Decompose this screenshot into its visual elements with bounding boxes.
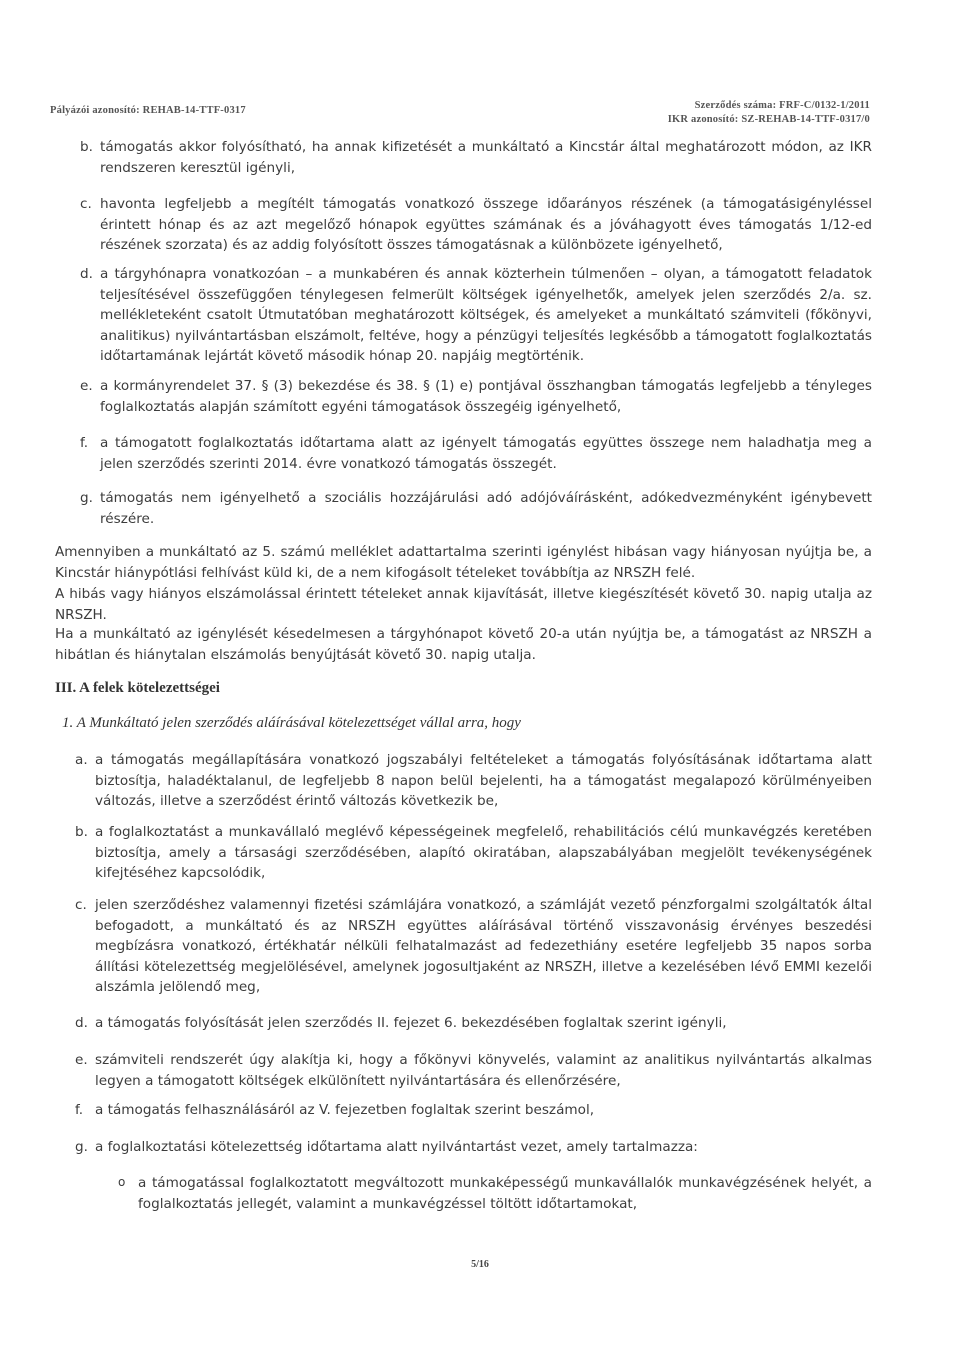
list-item-label: a. (75, 752, 88, 768)
list-item (80, 488, 872, 529)
list-item-label: d. (75, 1015, 88, 1031)
list-item-text: a támogatás megállapítására vonatkozó jogszabályi feltételeket a támogatás folyósításának időtartama alatt biztosítja, haladéktalanul, de legfeljebb 8 napon belül bejelenti, ha a támogatást megalapozó körülményeiben változás, illetve a szerződést érintő változás következik be, (95, 752, 872, 809)
list-item-label: b. (80, 139, 93, 155)
list-item-label: d. (80, 266, 93, 282)
list-item (80, 264, 872, 367)
list-item (75, 1137, 872, 1158)
list-item (75, 822, 872, 884)
section-subtitle: 1. A Munkáltató jelen szerződés aláírásával kötelezettséget vállal arra, hogy (62, 715, 521, 731)
list-item-label: f. (80, 435, 89, 451)
list-item-text: havonta legfeljebb a megítélt támogatás vonatkozó összege időarányos részének (a támogatásigényléssel érintett hónap és az azt megelőző hónapok együttes számának és a jóváhagyott éves támogatás 1/12-ed részének szorzata) és az addig folyósított összes támogatásnak a különbözete igényelhető, (100, 196, 872, 253)
list-item-label: c. (75, 897, 87, 913)
list-item-text: a tárgyhónapra vonatkozóan – a munkabéren és annak közterhein túlmenően – olyan, a támogatott feladatok teljesítésével összefüggően ténylegesen felmerült költségek igényelhetők, amelyek jelen szerződés 2/a. sz. mellékleteként csatolt Útmutatóban meghatározott költségek, és amelyeket a munkáltató számviteli (főkönyvi, analitikus) nyilvántartásban elszámolt, feltéve, hogy a pénzügyi teljesítés legkésőbb a támogatott foglalkoztatás időtartamának lejártát követő második hónap 20. napjáig megtörténik. (100, 266, 872, 364)
list-item-label: e. (75, 1052, 88, 1068)
list-item (80, 376, 872, 417)
list-item-text: a kormányrendelet 37. § (3) bekezdése és 38. § (1) e) pontjával összhangban támogatás legfeljebb a tényleges foglalkoztatás alapján számított egyéni támogatások összegéig igényelhető, (100, 378, 872, 415)
header-contract-ids (668, 99, 870, 127)
list-item-text: jelen szerződéshez valamennyi fizetési számlájára vonatkozó, a számláját vezető pénzforgalmi szolgáltatók által befogadott, a munkáltató és az NRSZH együttes aláírásával történő visszavonásig érvényes beszedési megbízásra vonatkozó, értékhatár nélküli felhatalmazást ad fedezethiány esetére legfeljebb 35 napos sorba állítási kötelezettség megjelölésével, amelynek jogosultjaként az NRSZH, illetve a kezelésében lévő EMMI kezelői alszámla jelölendő meg, (95, 897, 872, 995)
list-item (75, 895, 872, 998)
list-item-label: f. (75, 1102, 84, 1118)
list-item-text: a támogatás folyósítását jelen szerződés II. fejezet 6. bekezdésében foglaltak szerint igényli, (95, 1015, 727, 1031)
list-item-text: számviteli rendszerét úgy alakítja ki, hogy a főkönyvi könyvelés, valamint az analitikus nyilvántartás alkalmas legyen a támogatott költségek elkülönített nyilvántartására és ellenőrzésére, (95, 1052, 872, 1089)
bullet-item (118, 1173, 872, 1214)
list-item-text: támogatás nem igényelhető a szociális hozzájárulási adó adójóváírásként, adókedvezményként igénybevett részére. (100, 490, 872, 527)
list-item (75, 750, 872, 812)
list-item-text: a foglalkoztatást a munkavállaló meglévő képességeinek megfelelő, rehabilitációs célú munkavégzés keretében biztosítja, amely a társasági szerződésében, alapító okiratában, alapszabályában megjelölt tevékenységének kifejtéséhez kapcsolódik, (95, 824, 872, 881)
page-number: 5/16 (471, 1259, 489, 1270)
list-item-label: c. (80, 196, 92, 212)
list-item-text: a támogatás felhasználásáról az V. fejezetben foglaltak szerint beszámol, (95, 1102, 595, 1118)
header-contract-number: Szerződés száma: FRF-C/0132-1/2011 (694, 100, 870, 111)
paragraph-incomplete-claim: Amennyiben a munkáltató az 5. számú melléklet adattartalma szerinti igénylést hibásan vagy hiányosan nyújtja be, a Kincstár hiánypótlási felhívást küld ki, de a nem kifogásolt tételeket továbbítja az NRSZH felé. (55, 544, 872, 581)
list-item (80, 433, 872, 474)
list-item (80, 137, 872, 178)
section-title: III. A felek kötelezettségei (55, 680, 220, 696)
header-ikr-id: IKR azonosító: SZ-REHAB-14-TTF-0317/0 (667, 114, 870, 125)
list-item-label: g. (75, 1139, 88, 1155)
list-item-label: b. (75, 824, 88, 840)
list-item-text: a foglalkoztatási kötelezettség időtartama alatt nyilvántartást vezet, amely tartalmazza: (95, 1139, 698, 1155)
list-item-label: e. (80, 378, 93, 394)
header-applicant-id: Pályázói azonosító: REHAB-14-TTF-0317 (50, 105, 246, 116)
paragraph-faulty-items: A hibás vagy hiányos elszámolással érintett tételeket annak kijavítását, illetve kiegészítését követő 30. napig utalja az NRSZH. (55, 586, 872, 623)
list-item (80, 194, 872, 256)
paragraph-late-claim: Ha a munkáltató az igénylését késedelmesen a tárgyhónapot követő 20-a után nyújtja be, a támogatást az NRSZH a hibátlan és hiánytalan elszámolás benyújtását követő 30. napig utalja. (55, 626, 872, 663)
list-item-text: a támogatott foglalkoztatás időtartama alatt az igényelt támogatás együttes összege nem haladhatja meg a jelen szerződés szerinti 2014. évre vonatkozó támogatás összegét. (100, 435, 872, 472)
list-item-label: g. (80, 490, 93, 506)
list-item (75, 1050, 872, 1091)
bullet-item-text: a támogatással foglalkoztatott megváltozott munkaképességű munkavállalók munkavégzésének helyét, a foglalkoztatás jellegét, valamint a munkavégzéssel töltött időtartamokat, (138, 1175, 872, 1212)
list-item (75, 1100, 872, 1121)
list-item-text: támogatás akkor folyósítható, ha annak kifizetését a munkáltató a Kincstár által meghatározott módon, az IKR rendszeren keresztül igényli, (100, 139, 872, 176)
list-item (75, 1013, 872, 1034)
bullet-circle-icon: o (118, 1175, 126, 1189)
